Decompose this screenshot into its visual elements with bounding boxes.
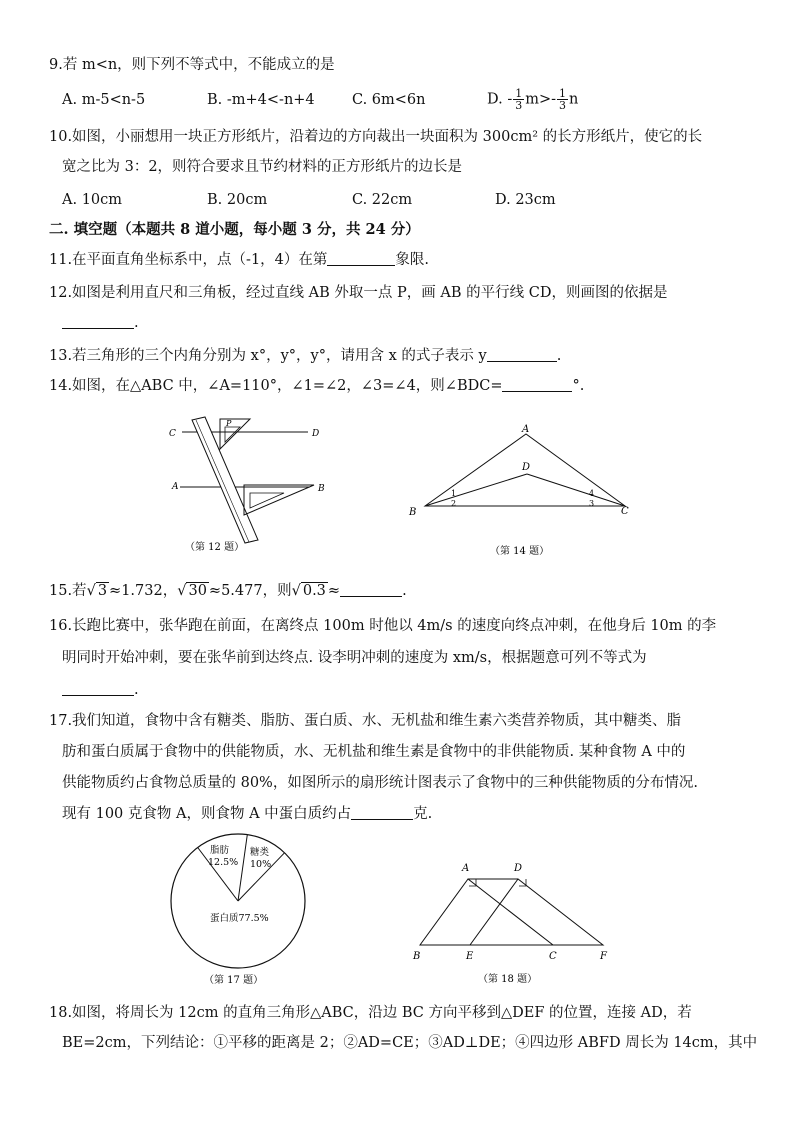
q11-text: 11.在平面直角坐标系中，点（-1，4）在第 [49,252,328,268]
q9-option-a: A. m-5<n-5 [62,92,146,108]
q16-post: . [134,682,139,698]
sqrt-30: √ 30 [177,583,207,599]
fat-label: 脂肪 [210,845,230,856]
q9-d-frac2: $\frac{1}{3}$ [559,87,567,112]
label-b: B [318,484,325,494]
triangle-top-inner [225,427,240,442]
label-p: P [226,419,232,428]
q15-blank [340,582,402,597]
angle-4: 4 [589,489,595,498]
label-d: D [522,462,531,473]
q13-blank [487,347,557,362]
q12-line1: 12.如图是利用直尺和三角板，经过直线 AB 外取一点 P，画 AB 的平行线 CD，则画图的依据是 [49,285,668,301]
q17-line4 [62,804,432,824]
label-f: F [600,951,607,962]
q13-text: 13.若三角形的三个内角分别为 x°，y°，y°，请用含 x 的式子表示 y [49,348,487,364]
q10-option-a: A. 10cm [62,192,123,208]
caption-14: （第 14 题） [490,546,550,557]
triangle-abc [420,879,553,945]
q16-line2: 明同时开始冲刺，要在张华前到达终点. 设李明冲刺的速度为 xm/s，根据题意可列不等式为 [62,650,647,666]
q15-post: . [402,583,407,599]
caption-18: （第 18 题） [478,974,538,985]
q11-post: 象限. [395,252,430,268]
label-c: C [169,429,176,439]
figure-17-pie-chart [168,833,318,988]
label-a: A [172,482,179,492]
q10-option-c: C. 22cm [352,192,413,208]
label-a: A [522,424,530,435]
label-a: A [462,863,470,874]
q9-option-c: C. 6m<6n [352,92,426,108]
figure-12 [160,412,340,562]
q16-blank [62,681,134,696]
sugar-value: 10% [250,859,272,870]
angle-1: 1 [451,489,457,498]
pie-boundary-1 [238,835,247,901]
q16-line1: 16.长跑比赛中，张华跑在前面，在离终点 100m 时他以 4m/s 的速度向终点冲刺，在他身后 10m 的李 [49,618,717,634]
fat-value: 12.5% [208,857,239,868]
q9-d-mid: m>- [525,91,557,108]
triangle-def [470,879,603,945]
sugar-label: 糖类 [250,847,270,858]
triangle-top [220,419,250,449]
q12-line2 [62,313,139,333]
q11 [49,250,429,270]
label-d: D [514,863,523,874]
q9-d-frac1: $\frac{1}{3}$ [515,87,523,112]
q10-option-b: B. 20cm [207,192,268,208]
q10-line1: 10.如图，小丽想用一块正方形纸片，沿着边的方向裁出一块面积为 300cm² 的长方形纸片，使它的长 [49,129,703,145]
q17-line1: 17.我们知道，食物中含有糖类、脂肪、蛋白质、水、无机盐和维生素六类营养物质，其中糖类、脂 [49,713,682,729]
q9-stem: 9.若 m<n，则下列不等式中，不能成立的是 [49,57,335,73]
segment-dc [527,474,625,506]
label-c: C [549,951,557,962]
q14-text: 14.如图，在△ABC 中，∠A=110°，∠1=∠2，∠3=∠4，则∠BDC= [49,378,503,394]
sqrt-0.3: √ 0.3 [291,583,326,599]
q15 [49,581,407,601]
triangle-bottom [244,485,314,515]
sqrt-3: √ 3 [86,583,108,599]
q15-v1: ≈1.732， [109,583,178,599]
q14-blank [502,377,572,392]
angle-2: 2 [451,499,457,508]
figure-14 [405,420,640,560]
q17-text: 现有 100 克食物 A，则食物 A 中蛋白质约占 [62,806,352,822]
protein-label: 蛋白质77.5% [210,913,269,924]
label-b: B [413,951,421,962]
caption-12: （第 12 题） [185,542,245,553]
q15-v2: ≈5.477，则 [208,583,292,599]
q17-post: 克. [413,806,433,822]
q9-option-d [487,88,578,111]
q18-line2: BE=2cm，下列结论：①平移的距离是 2；②AD=CE；③AD⊥DE；④四边形 ABFD 周长为 14cm，其中 [62,1035,758,1051]
q17-line2: 肪和蛋白质属于食物中的供能物质，水、无机盐和维生素是食物中的非供能物质. 某种食物 A 中的 [62,744,686,760]
section-title: 二. 填空题（本题共 8 道小题，每小题 3 分，共 24 分） [49,221,420,238]
label-b: B [409,507,417,518]
q12-post: . [134,315,139,331]
q14 [49,376,584,396]
q10-line2: 宽之比为 3：2，则符合要求且节约材料的正方形纸片的边长是 [62,159,463,175]
q13-post: . [556,348,562,364]
q9-d-suffix: n [569,91,579,108]
q17-blank [351,805,413,820]
q11-blank [327,251,395,266]
label-c: C [621,506,629,517]
q9-d-prefix: D. - [487,91,513,108]
caption-17: （第 17 题） [204,975,264,986]
q14-post: °. [572,378,585,394]
q17-line3: 供能物质约占食物总质量的 80%，如图所示的扇形统计图表示了食物中的三种供能物质的分布情况. [62,775,698,791]
q13 [49,346,561,366]
q15-text: 15.若 [49,583,87,599]
q10-option-d: D. 23cm [495,192,556,208]
label-e: E [466,951,474,962]
q12-blank [62,314,134,329]
label-d: D [312,429,320,439]
angle-3: 3 [589,499,595,508]
q9-option-b: B. -m+4<-n+4 [207,92,315,108]
segment-bd [425,474,527,506]
figure-18 [408,855,618,985]
q16-line3 [62,680,139,700]
ruler-edge [196,420,249,542]
q18-line1: 18.如图，将周长为 12cm 的直角三角形△ABC，沿边 BC 方向平移到△DEF 的位置，连接 AD，若 [49,1005,692,1021]
q15-v3: ≈ [327,583,341,599]
